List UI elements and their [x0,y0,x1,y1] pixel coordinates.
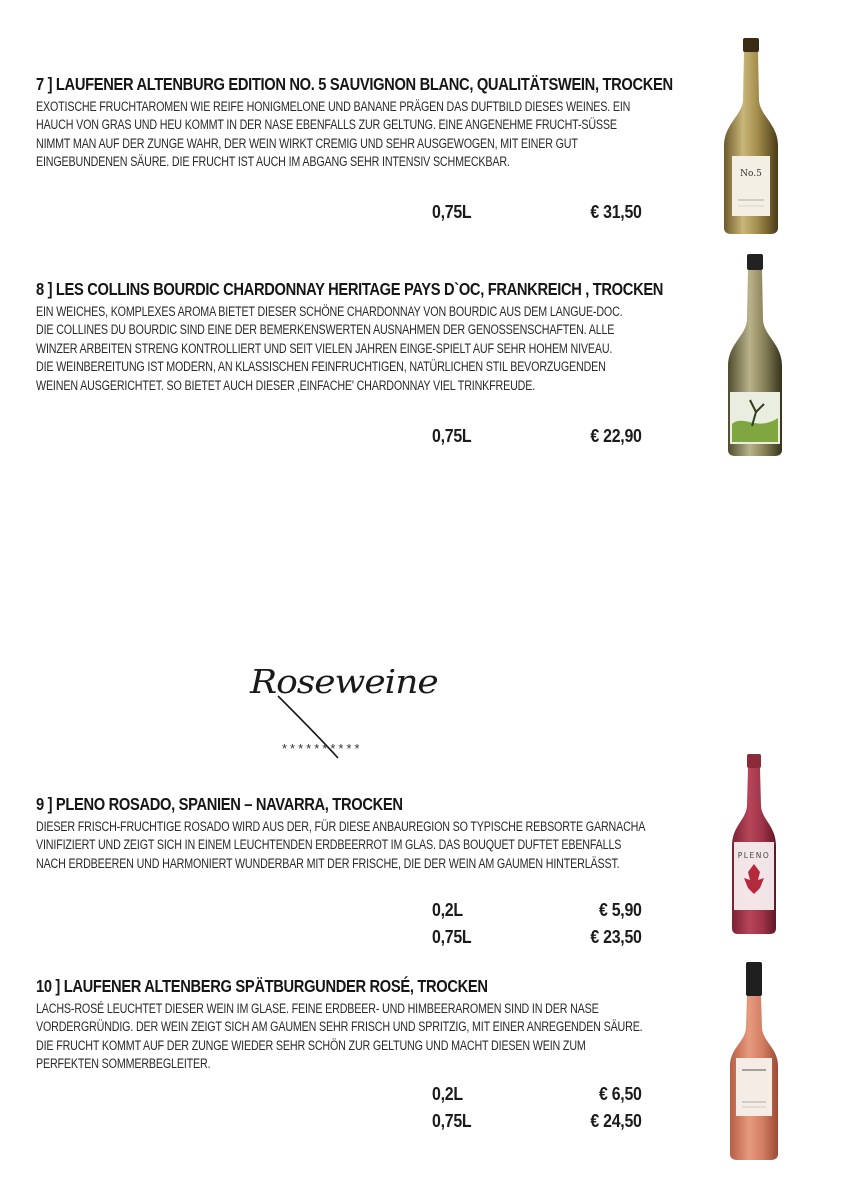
price: € 6,50 [599,1083,642,1104]
wine-description: EIN WEICHES, KOMPLEXES AROMA BIETET DIESER SCHÖNE CHARDONNAY VON BOURDIC AUS DEM LANGUE-DOC. DIE COLLINES DU BOURDIC SIND EINE DER BEMERKENSWERTEN AUSNAHMEN DER GENOSSENSCHAFTEN. ALLE WINZER ARBEITEN STRENG KONTROLLIERT UND SEIT VIELEN JAHREN EINGE-SPIELT AUF SEHR HOHEM NIVEAU. DIE WEINBEREITUNG IST MODERN, AN KLASSISCHEN FEINFRUCHTIGEN, NATÜRLICHEN STIL BEVORZUGENDEN WEINEN AUSGERICHTET. SO BIETET AUCH DIESER ‚EINFACHE' CHARDONNAY VIEL TRINKFREUDE. [36,304,623,393]
wine-bottle-pleno-icon [730,754,778,934]
price-row [432,926,642,953]
wine-bottle-spaetburgunder-rose-icon [728,962,780,1160]
bottle-label-pleno: PLENO [737,851,771,860]
volume: 0,75L [432,425,472,446]
section-heading-roseweine [248,656,448,726]
wine-title: 10 ] LAUFENER ALTENBERG SPÄTBURGUNDER ROSÉ, TROCKEN [36,976,488,996]
wine-description: EXOTISCHE FRUCHTAROMEN WIE REIFE HONIGMELONE UND BANANE PRÄGEN DAS DUFTBILD DIESES WEINES. EIN HAUCH VON GRAS UND HEU KOMMT IN DER NASE EBENFALLS ZUR GELTUNG. EINE ANGENEHME FRUCHT-SÜSSE NIMMT MAN AUF DER ZUNGE WAHR, DER WEIN WIRKT CREMIG UND SEHR AUSGEWOGEN, MIT EINER GUT EINGEBUNDENEN SÄURE. DIE FRUCHT IST AUCH IM ABGANG SEHR INTENSIV SCHMECKBAR. [36,99,631,170]
wine-entry-7 [36,74,673,172]
wine-prices-9 [432,899,642,953]
price: € 31,50 [590,201,642,222]
wine-entry-8 [36,279,664,395]
wine-entry-10 [36,976,648,1074]
wine-description: DIESER FRISCH-FRUCHTIGE ROSADO WIRD AUS DER, FÜR DIESE ANBAUREGION SO TYPISCHE REBSORTE GARNACHA VINIFIZIERT UND ZEIGT SICH IN EINEM LEUCHTENDEN ERDBEERROT IM GLAS. DAS BOUQUET DUFTET EBENFALLS NACH ERDBEEREN UND HARMONIERT WUNDERBAR MIT DER FRISCHE, DIE DER WEIN AM GAUMEN HINTERLÄSST. [36,819,645,871]
wine-prices-8 [432,425,642,452]
price-row [432,201,642,228]
volume: 0,2L [432,899,463,920]
volume: 0,75L [432,926,472,947]
bottle-label-no5: No.5 [740,169,762,179]
price-row [432,899,642,926]
wine-entry-9 [36,794,648,873]
section-stars: ********** [282,741,363,756]
wine-prices-10 [432,1083,642,1137]
wine-title: 7 ] LAUFENER ALTENBURG EDITION NO. 5 SAUVIGNON BLANC, QUALITÄTSWEIN, TROCKEN [36,74,673,94]
price-row [432,425,642,452]
wine-bottle-chardonnay-icon [726,254,784,456]
volume: 0,75L [432,201,472,222]
price: € 24,50 [590,1110,642,1131]
volume: 0,75L [432,1110,472,1131]
wine-prices-7 [432,201,642,228]
price: € 23,50 [590,926,642,947]
wine-description: LACHS-ROSÉ LEUCHTET DIESER WEIN IM GLASE. FEINE ERDBEER- UND HIMBEERAROMEN SIND IN DER NASE VORDERGRÜNDIG. DER WEIN ZEIGT SICH AM GAUMEN SEHR FRISCH UND SPRITZIG, MIT EINER ANREGENDEN SÄURE. DIE FRUCHT KOMMT AUF DER ZUNGE WIEDER SEHR SCHÖN ZUR GELTUNG UND MACHT DIESEN WEIN ZUM PERFEKTEN SOMMERBEGLEITER. [36,1001,643,1072]
volume: 0,2L [432,1083,463,1104]
wine-title: 8 ] LES COLLINS BOURDIC CHARDONNAY HERITAGE PAYS D`OC, FRANKREICH , TROCKEN [36,279,664,299]
wine-title: 9 ] PLENO ROSADO, SPANIEN – NAVARRA, TROCKEN [36,794,403,814]
wine-bottle-sauvignon-icon [722,38,780,234]
price: € 5,90 [599,899,642,920]
price-row [432,1083,642,1110]
price-row [432,1110,642,1137]
section-heading-text: Roseweine [250,663,438,702]
price: € 22,90 [590,425,642,446]
